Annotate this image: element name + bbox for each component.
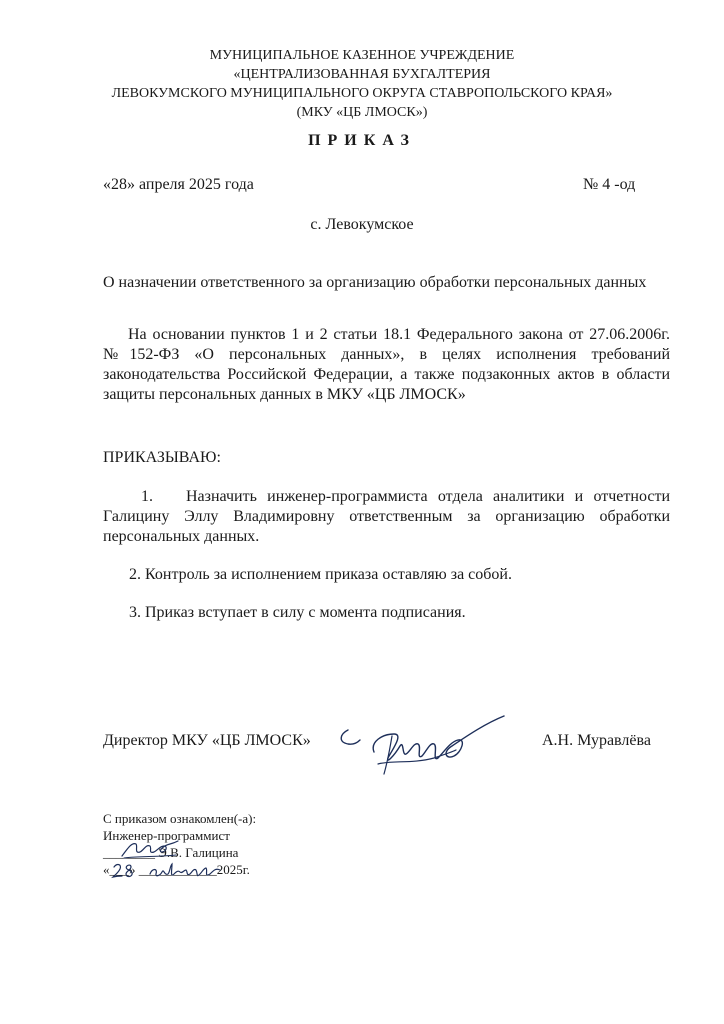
header-line-1: МУНИЦИПАЛЬНОЕ КАЗЕННОЕ УЧРЕЖДЕНИЕ bbox=[209, 48, 515, 63]
acknowledgement-line-1: С приказом ознакомлен(-а): bbox=[103, 811, 257, 826]
acknowledgement-line-4: «___» ____________2025г. bbox=[103, 862, 250, 877]
order-item-3: 3. Приказ вступает в силу с момента подписания. bbox=[129, 604, 466, 621]
employee-signature bbox=[118, 838, 180, 860]
header-line-2: «ЦЕНТРАЛИЗОВАННАЯ БУХГАЛТЕРИЯ bbox=[233, 67, 491, 82]
order-item-1 bbox=[103, 487, 670, 547]
director-signature bbox=[334, 712, 514, 780]
order-basis: На основании пунктов 1 и 2 статьи 18.1 Федерального закона от 27.06.2006г. №152-ФЗ «О персональных данных», в целях исполнения требований законодательства Российской Федерации, а также подзаконных актов в области защиты персональных данных в МКУ «ЦБ ЛМОСК» bbox=[103, 326, 670, 403]
header-line-3: ЛЕВОКУМСКОГО МУНИЦИПАЛЬНОГО ОКРУГА СТАВРОПОЛЬСКОГО КРАЯ» bbox=[111, 86, 613, 101]
header-line-4: (МКУ «ЦБ ЛМОСК») bbox=[296, 105, 428, 120]
acknowledgement-line-3: ________ Э.В. Галицина bbox=[103, 845, 239, 860]
handwritten-day bbox=[111, 861, 135, 881]
employee-signature-drawing bbox=[118, 838, 180, 860]
order-number: № 4 -од bbox=[583, 176, 636, 193]
order-item-1-text: Назначить инженер-программиста отдела аналитики и отчетности Галицину Эллу Владимировну ответственным за организацию обработки персональных данных. bbox=[103, 488, 670, 545]
handwritten-day-drawing bbox=[111, 861, 135, 881]
order-date: «28» апреля 2025 года bbox=[103, 176, 254, 193]
document-title: ПРИКАЗ bbox=[308, 132, 416, 149]
director-name: А.Н. Муравлёва bbox=[542, 732, 651, 749]
director-position: Директор МКУ «ЦБ ЛМОСК» bbox=[103, 732, 311, 749]
order-subject: О назначении ответственного за организацию обработки персональных данных bbox=[103, 274, 647, 291]
acknowledgement-line-2: Инженер-программист bbox=[103, 828, 230, 843]
order-item-1-number: 1. bbox=[141, 488, 153, 505]
handwritten-month-drawing bbox=[146, 860, 226, 882]
director-signature-drawing bbox=[334, 712, 514, 780]
organization-header bbox=[0, 46, 724, 122]
order-item-2: 2. Контроль за исполнением приказа оставляю за собой. bbox=[129, 566, 512, 583]
order-word: ПРИКАЗЫВАЮ: bbox=[103, 449, 221, 466]
order-place: с. Левокумское bbox=[310, 216, 414, 233]
handwritten-month bbox=[146, 860, 226, 882]
